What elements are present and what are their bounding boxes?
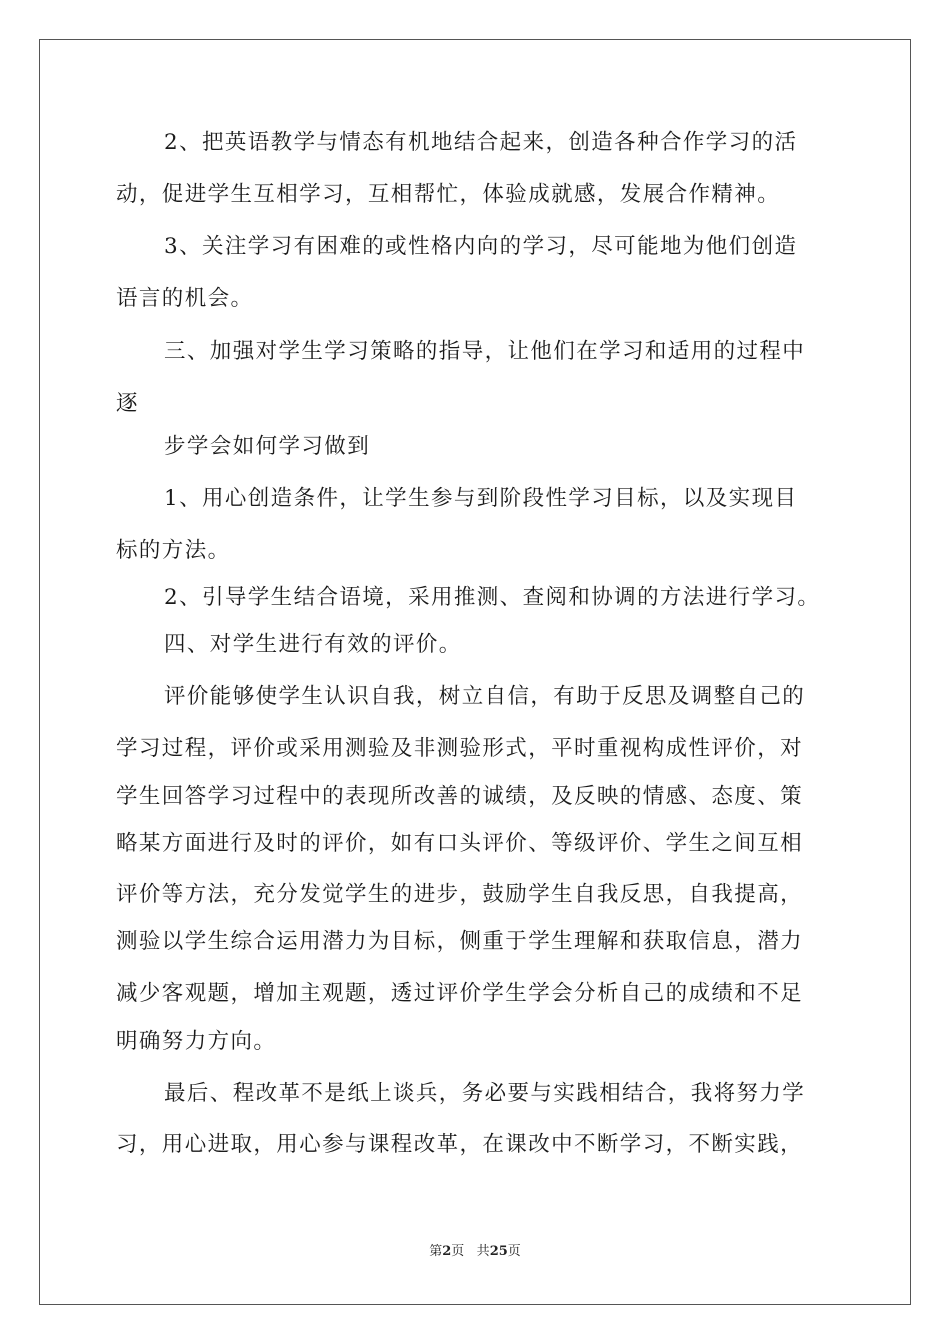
page-footer <box>0 1243 950 1261</box>
paragraph-line: 四、对学生进行有效的评价。 <box>164 632 462 657</box>
paragraph-line: 最后、程改革不是纸上谈兵，务必要与实践相结合，我将努力学 <box>164 1081 806 1106</box>
paragraph-line: 减少客观题，增加主观题，透过评价学生学会分析自己的成绩和不足 <box>116 981 804 1006</box>
footer-page-prefix: 第 <box>429 1244 443 1259</box>
footer-total-prefix: 共 <box>476 1244 490 1259</box>
paragraph-line: 逐 <box>116 391 139 416</box>
paragraph-line: 1、用心创造条件，让学生参与到阶段性学习目标，以及实现目 <box>164 486 798 511</box>
paragraph-line: 动，促进学生互相学习，互相帮忙，体验成就感，发展合作精神。 <box>116 182 781 207</box>
paragraph-line: 习，用心进取，用心参与课程改革，在课改中不断学习，不断实践， <box>116 1132 804 1157</box>
paragraph-line: 2、把英语教学与情态有机地结合起来，创造各种合作学习的活 <box>164 130 798 155</box>
paragraph-line: 三、加强对学生学习策略的指导，让他们在学习和适用的过程中 <box>164 339 806 364</box>
footer-total-suffix: 页 <box>507 1244 521 1259</box>
paragraph-line: 略某方面进行及时的评价，如有口头评价、等级评价、学生之间互相 <box>116 831 804 856</box>
paragraph-line: 语言的机会。 <box>116 286 254 311</box>
footer-page-suffix: 页 <box>451 1244 465 1259</box>
paragraph-line: 评价等方法，充分发觉学生的进步，鼓励学生自我反思，自我提高， <box>116 882 804 907</box>
paragraph-line: 学生回答学习过程中的表现所改善的诚绩，及反映的情感、态度、策 <box>116 784 804 809</box>
footer-total-pages: 25 <box>489 1244 508 1259</box>
paragraph-line: 2、引导学生结合语境，采用推测、查阅和协调的方法进行学习。 <box>164 585 821 610</box>
paragraph-line: 3、关注学习有困难的或性格内向的学习，尽可能地为他们创造 <box>164 234 798 259</box>
paragraph-line: 明确努力方向。 <box>116 1029 277 1054</box>
paragraph-line: 步学会如何学习做到 <box>164 434 371 459</box>
footer-page-number: 2 <box>442 1244 452 1259</box>
paragraph-line: 评价能够使学生认识自我，树立自信，有助于反思及调整自己的 <box>164 684 806 709</box>
page-border <box>39 39 911 1305</box>
paragraph-line: 标的方法。 <box>116 538 231 563</box>
paragraph-line: 学习过程，评价或采用测验及非测验形式，平时重视构成性评价，对 <box>116 736 804 761</box>
paragraph-line: 测验以学生综合运用潜力为目标，侧重于学生理解和获取信息，潜力 <box>116 929 804 954</box>
